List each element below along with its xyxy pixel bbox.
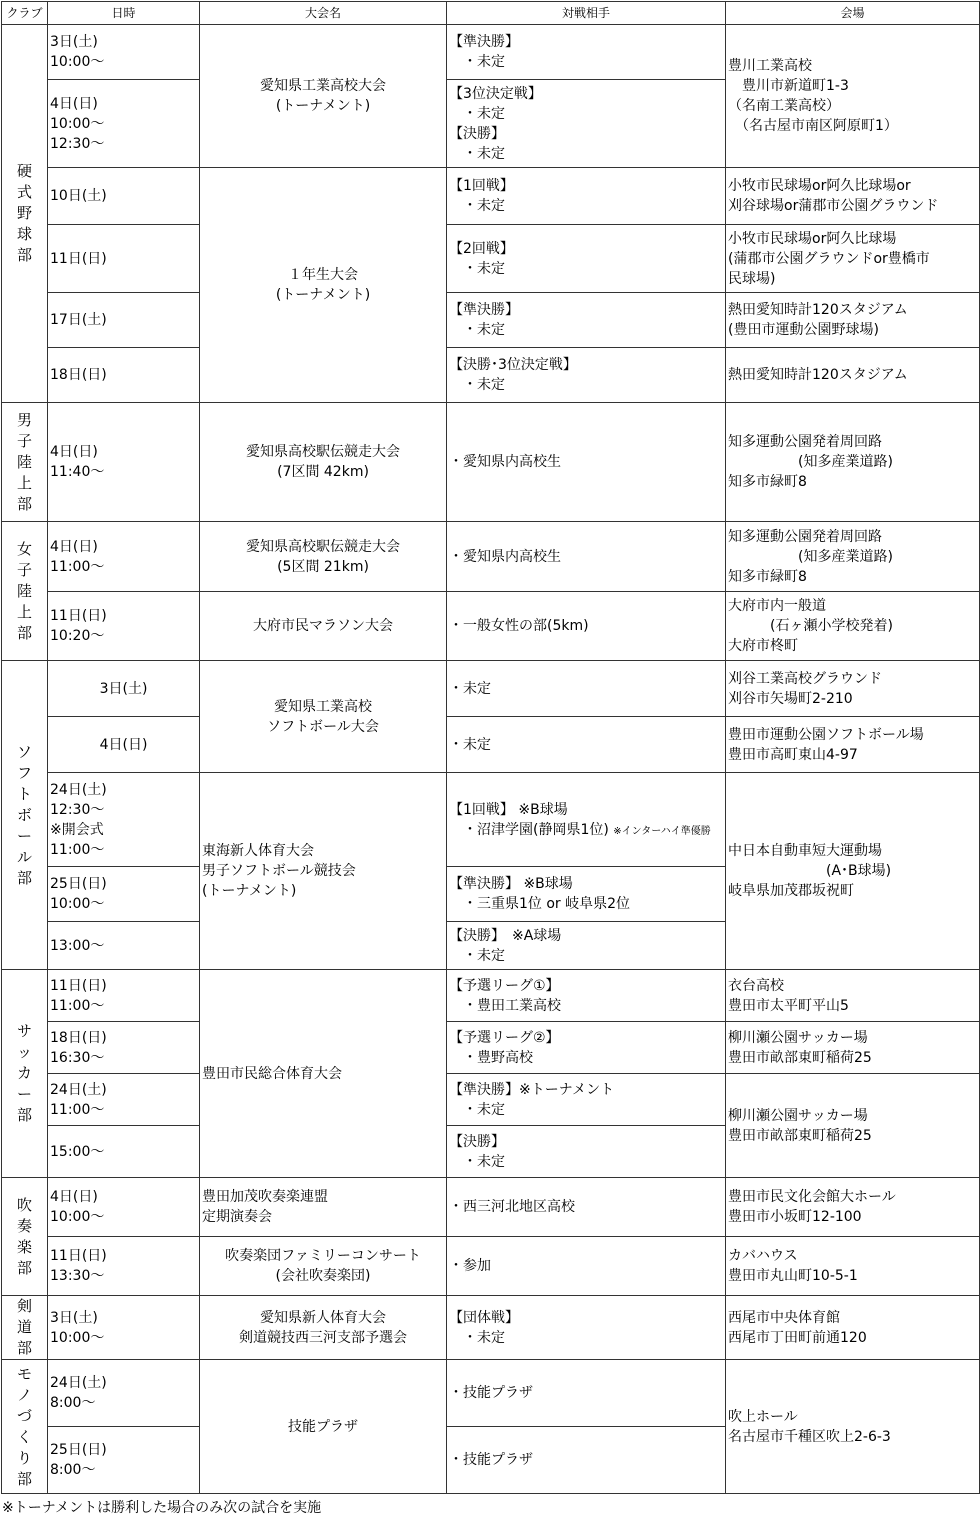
venue-cell: 大府市内一般道 (石ヶ瀬小学校発着) 大府市柊町 [726, 592, 980, 661]
opponent-cell: 【3位決定戦】 ・未定 【決勝】 ・未定 [447, 80, 726, 168]
opponent-cell: ・愛知県内高校生 [447, 403, 726, 522]
table-row [2, 592, 980, 661]
table-row [2, 1296, 980, 1360]
club-baseball: 硬式野球部 [2, 25, 48, 403]
date-cell: 3日(土) 10:00～ [48, 1296, 200, 1360]
date-cell: 10日(土) [48, 168, 200, 225]
opponent-cell: 【準決勝】 ・未定 [447, 293, 726, 348]
header-club: クラブ [2, 2, 48, 25]
schedule-table [1, 1, 980, 1494]
opponent-cell: 【団体戦】 ・未定 [447, 1296, 726, 1360]
venue-cell: カバハウス 豊田市丸山町10-5-1 [726, 1237, 980, 1296]
opponent-cell: ・技能プラザ [447, 1427, 726, 1494]
venue-cell: 吹上ホール 名古屋市千種区吹上2-6-3 [726, 1360, 980, 1494]
table-row [2, 403, 980, 522]
table-row [2, 1022, 980, 1074]
header-date: 日時 [48, 2, 200, 25]
table-row [2, 773, 980, 867]
header-venue: 会場 [726, 2, 980, 25]
date-cell: 3日(土) 10:00～ [48, 25, 200, 80]
opponent-main: 【1回戦】 ※B球場 ・沼津学園(静岡県1位) [449, 801, 609, 838]
table-row [2, 348, 980, 403]
venue-cell: 刈谷工業高校グラウンド 刈谷市矢場町2-210 [726, 661, 980, 717]
opponent-note: ※インターハイ準優勝 [613, 825, 711, 837]
header-row [2, 2, 980, 25]
club-soccer: サッカー部 [2, 970, 48, 1178]
date-cell: 25日(日) 8:00～ [48, 1427, 200, 1494]
table-row [2, 1074, 980, 1126]
venue-cell: 熱田愛知時計120スタジアム (豊田市運動公園野球場) [726, 293, 980, 348]
venue-cell: 知多運動公園発着周回路 (知多産業道路) 知多市緑町8 [726, 403, 980, 522]
table-row [2, 717, 980, 773]
date-cell: 4日(日) [48, 717, 200, 773]
opponent-cell: 【決勝】 ※A球場 ・未定 [447, 922, 726, 970]
opponent-cell: ・技能プラザ [447, 1360, 726, 1427]
venue-cell: 柳川瀬公園サッカー場 豊田市畝部東町稲荷25 [726, 1022, 980, 1074]
date-cell: 13:00～ [48, 922, 200, 970]
venue-cell: 小牧市民球場or阿久比球場or 刈谷球場or蒲郡市公園グラウンド [726, 168, 980, 225]
header-event: 大会名 [200, 2, 447, 25]
date-cell: 4日(日) 10:00～ [48, 1178, 200, 1237]
opponent-cell: ・未定 [447, 661, 726, 717]
table-row [2, 522, 980, 592]
event-cell: 東海新人体育大会 男子ソフトボール競技会 (トーナメント) [200, 773, 447, 970]
club-womens-track: 女子陸上部 [2, 522, 48, 661]
opponent-cell: 【準決勝】 ・未定 [447, 25, 726, 80]
opponent-cell: 【準決勝】※トーナメント ・未定 [447, 1074, 726, 1126]
event-cell: １年生大会 (トーナメント) [200, 168, 447, 403]
date-cell: 24日(土) 11:00～ [48, 1074, 200, 1126]
event-cell: 豊田加茂吹奏楽連盟 定期演奏会 [200, 1178, 447, 1237]
opponent-cell: ・一般女性の部(5km) [447, 592, 726, 661]
table-row [2, 293, 980, 348]
table-row [2, 1237, 980, 1296]
opponent-cell: ・西三河北地区高校 [447, 1178, 726, 1237]
opponent-cell: 【予選リーグ②】 ・豊野高校 [447, 1022, 726, 1074]
date-cell: 15:00～ [48, 1126, 200, 1178]
venue-cell: 西尾市中央体育館 西尾市丁田町前通120 [726, 1296, 980, 1360]
date-cell: 11日(日) 13:30～ [48, 1237, 200, 1296]
venue-cell: 衣台高校 豊田市太平町平山5 [726, 970, 980, 1022]
table-row [2, 1178, 980, 1237]
table-row [2, 225, 980, 293]
date-cell: 25日(日) 10:00～ [48, 867, 200, 922]
venue-cell: 中日本自動車短大運動場 (A･B球場) 岐阜県加茂郡坂祝町 [726, 773, 980, 970]
table-row [2, 970, 980, 1022]
event-cell: 愛知県新人体育大会 剣道競技西三河支部予選会 [200, 1296, 447, 1360]
opponent-cell: 【決勝】 ・未定 [447, 1126, 726, 1178]
table-row [2, 661, 980, 717]
date-cell: 24日(土) 8:00～ [48, 1360, 200, 1427]
venue-cell: 豊田市民文化会館大ホール 豊田市小坂町12-100 [726, 1178, 980, 1237]
header-opponent: 対戦相手 [447, 2, 726, 25]
date-cell: 18日(日) [48, 348, 200, 403]
event-cell: 豊田市民総合体育大会 [200, 970, 447, 1178]
date-cell: 18日(日) 16:30～ [48, 1022, 200, 1074]
table-row [2, 168, 980, 225]
opponent-cell: ・未定 [447, 717, 726, 773]
date-cell: 11日(日) 10:20～ [48, 592, 200, 661]
date-cell: 4日(日) 10:00～ 12:30～ [48, 80, 200, 168]
club-kendo: 剣道部 [2, 1296, 48, 1360]
opponent-cell: 【1回戦】 ・未定 [447, 168, 726, 225]
venue-cell: 豊田市運動公園ソフトボール場 豊田市高町東山4-97 [726, 717, 980, 773]
opponent-cell [447, 773, 726, 867]
opponent-cell: ・愛知県内高校生 [447, 522, 726, 592]
venue-cell: 小牧市民球場or阿久比球場 (蒲郡市公園グラウンドor豊橋市 民球場) [726, 225, 980, 293]
club-mens-track: 男子陸上部 [2, 403, 48, 522]
event-cell: 吹奏楽団ファミリーコンサート (会社吹奏楽団) [200, 1237, 447, 1296]
venue-cell: 柳川瀬公園サッカー場 豊田市畝部東町稲荷25 [726, 1074, 980, 1178]
date-cell: 17日(土) [48, 293, 200, 348]
opponent-cell: 【決勝･3位決定戦】 ・未定 [447, 348, 726, 403]
table-row [2, 25, 980, 80]
event-cell: 大府市民マラソン大会 [200, 592, 447, 661]
event-cell: 愛知県工業高校大会 (トーナメント) [200, 25, 447, 168]
club-monozukuri: モノづくり部 [2, 1360, 48, 1494]
venue-cell: 豊川工業高校 豊川市新道町1-3 （名南工業高校） （名古屋市南区阿原町1） [726, 25, 980, 168]
opponent-cell: 【準決勝】 ※B球場 ・三重県1位 or 岐阜県2位 [447, 867, 726, 922]
date-cell: 4日(日) 11:00～ [48, 522, 200, 592]
event-cell: 愛知県工業高校 ソフトボール大会 [200, 661, 447, 773]
table-row [2, 1360, 980, 1427]
event-cell: 技能プラザ [200, 1360, 447, 1494]
venue-cell: 知多運動公園発着周回路 (知多産業道路) 知多市緑町8 [726, 522, 980, 592]
date-cell: 11日(日) [48, 225, 200, 293]
footnote: ※トーナメントは勝利した場合のみ次の試合を実施 [2, 1500, 322, 1516]
event-cell: 愛知県高校駅伝競走大会 (7区間 42km) [200, 403, 447, 522]
venue-cell: 熱田愛知時計120スタジアム [726, 348, 980, 403]
opponent-cell: 【2回戦】 ・未定 [447, 225, 726, 293]
club-band: 吹奏楽部 [2, 1178, 48, 1296]
event-cell: 愛知県高校駅伝競走大会 (5区間 21km) [200, 522, 447, 592]
date-cell: 4日(日) 11:40～ [48, 403, 200, 522]
date-cell: 11日(日) 11:00～ [48, 970, 200, 1022]
date-cell: 24日(土) 12:30～ ※開会式 11:00～ [48, 773, 200, 867]
opponent-cell: 【予選リーグ①】 ・豊田工業高校 [447, 970, 726, 1022]
opponent-cell: ・参加 [447, 1237, 726, 1296]
club-softball: ソフトボール部 [2, 661, 48, 970]
date-cell: 3日(土) [48, 661, 200, 717]
